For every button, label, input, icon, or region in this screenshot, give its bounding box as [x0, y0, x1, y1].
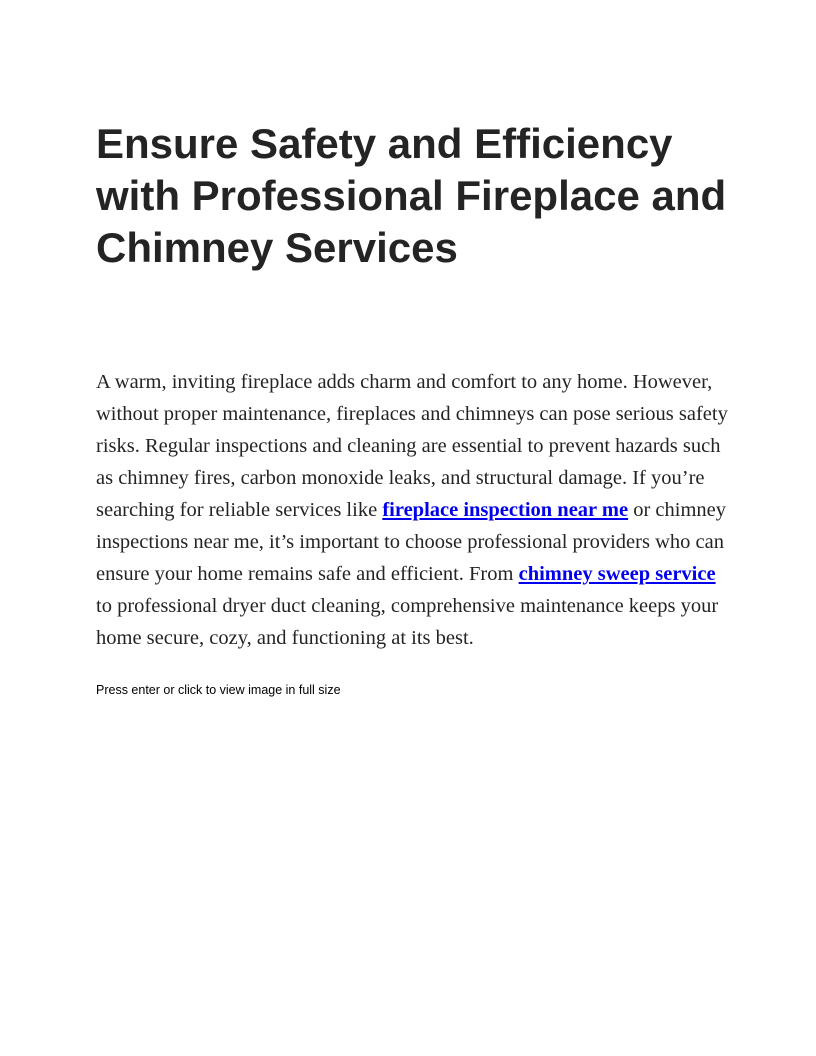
paragraph-text-intro: A warm, inviting fireplace adds charm and comfort to any home. However, without proper maintenance, fireplaces and chimneys can pose serious safety risks. Regular inspections and cleaning are essential to prevent hazards such as chimney fires, carbon monoxide leaks, and structural damage. If you’re searching for reliable services like: [96, 371, 728, 521]
title-line-3: Chimney Services: [96, 224, 458, 271]
title-line-2: with Professional Fireplace and: [96, 172, 727, 219]
paragraph-text-middle: or chimney inspections near me, it’s important to choose professional providers who can ensure your home remains safe and efficient. From: [96, 499, 727, 585]
image-caption[interactable]: Press enter or click to view image in full size: [96, 683, 341, 697]
article-paragraph: [96, 366, 728, 654]
chimney-sweep-link[interactable]: chimney sweep service: [518, 563, 716, 585]
title-line-1: Ensure Safety and Efficiency: [96, 120, 673, 167]
article-title: [96, 118, 756, 274]
fireplace-inspection-link[interactable]: fireplace inspection near me: [382, 499, 629, 521]
paragraph-text-end: to professional dryer duct cleaning, comprehensive maintenance keeps your home secure, cozy, and functioning at its best.: [96, 595, 719, 649]
